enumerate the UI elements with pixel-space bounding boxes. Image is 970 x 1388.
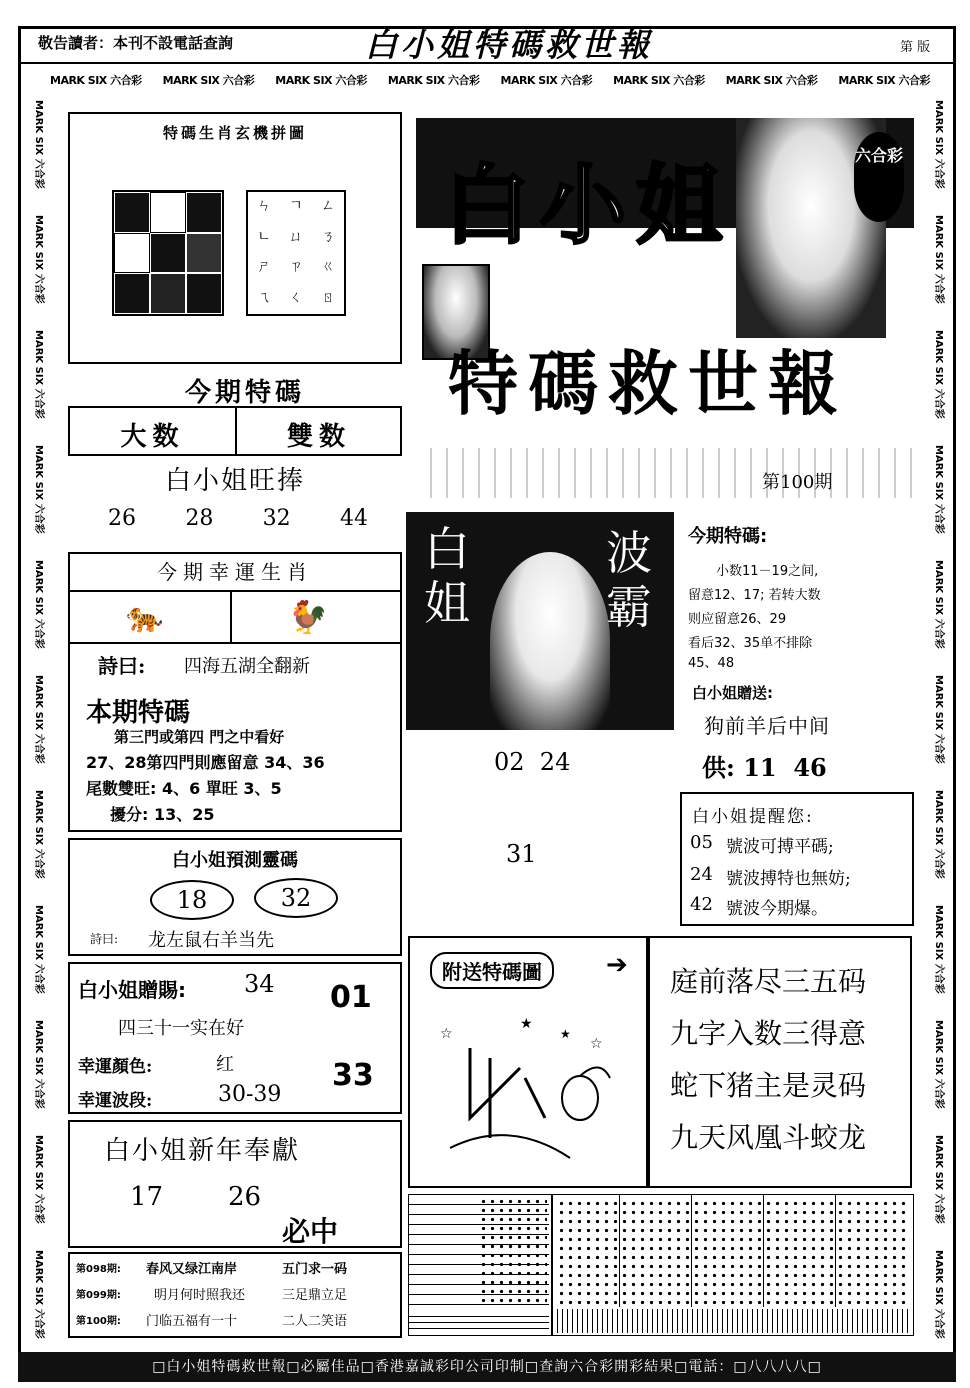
poem-text: 四海五湖全翻新 <box>184 656 310 677</box>
history-line: 春风又绿江南岸 <box>146 1262 238 1277</box>
rooster-icon: 🐓 <box>288 598 328 636</box>
remind-number: 24 <box>690 864 713 885</box>
header-divider <box>18 62 956 64</box>
wangbang-number: 28 <box>185 506 214 531</box>
puzzle-panel <box>68 112 402 364</box>
poem-line: 九天风凰斗蛟龙 <box>670 1121 867 1154</box>
history-issue: 第098期: <box>76 1264 121 1275</box>
photo-numbers-a: 02 24 <box>494 748 571 776</box>
watermark-text: MARK SIX 六合彩 <box>613 74 705 87</box>
poem-label: 詩曰: <box>98 654 146 678</box>
history-line: 五门求一码 <box>282 1262 348 1277</box>
masthead-subtitle: 特碼救世報 <box>448 342 848 425</box>
tiger-icon: 🐅 <box>126 600 164 635</box>
header-edition: 第 版 <box>900 40 931 55</box>
watermark-text: MARK SIX 六合彩 <box>725 74 818 87</box>
big-label: 大数 <box>120 422 185 452</box>
header-notice: 敬告讀者：本刊不設電話查詢 <box>38 34 234 52</box>
special-code-title: 今期特碼 <box>184 378 305 408</box>
watermark-text: MARK SIX 六合彩 <box>33 905 44 994</box>
newyear-number: 26 <box>228 1182 262 1212</box>
even-label: 雙数 <box>286 422 351 452</box>
tips-line: 看后32、35单不排除 <box>688 636 813 651</box>
tips-title: 今期特碼: <box>688 526 768 547</box>
gift-title: 白小姐贈送: <box>692 684 773 702</box>
watermark-text: MARK SIX 六合彩 <box>933 215 944 304</box>
wangbang-title: 白小姐旺捧 <box>164 466 305 496</box>
watermark-text: MARK SIX 六合彩 <box>33 560 44 649</box>
svg-text:★: ★ <box>560 1027 571 1041</box>
lucky-zodiac-panel <box>68 552 402 832</box>
watermark-text: MARK SIX 六合彩 <box>933 675 944 764</box>
history-issue: 第100期: <box>76 1316 121 1327</box>
lucky-zodiac-icons <box>70 592 400 644</box>
reminder-panel <box>680 792 914 926</box>
remind-text: 號波今期爆。 <box>726 899 828 919</box>
remind-number: 05 <box>690 832 713 853</box>
puzzle-tiles-image <box>112 190 224 316</box>
wangbang-number: 26 <box>108 506 136 531</box>
remind-number: 42 <box>690 894 713 915</box>
footer-banner: □白小姐特碼救世報□必屬佳品□香港嘉誠彩印公司印制□查詢六合彩開彩結果□電話：□八八八八□ <box>18 1352 956 1382</box>
watermark-text: MARK SIX 六合彩 <box>933 1250 944 1339</box>
newyear-panel <box>68 1120 402 1248</box>
attached-image-panel <box>408 936 648 1188</box>
masthead-texture <box>416 448 914 498</box>
watermark-text: MARK SIX 六合彩 <box>33 790 44 879</box>
watermark-text: MARK SIX 六合彩 <box>933 1020 944 1109</box>
gift-supply: 供: 11 46 <box>702 753 827 782</box>
current-special-line: 尾數雙旺: 4、6 單旺 3、5 <box>86 779 282 798</box>
watermark-text: MARK SIX 六合彩 <box>33 445 44 534</box>
lucky-color-label: 幸運顏色: <box>78 1057 153 1077</box>
poem-line: 九字入数三得意 <box>670 1017 867 1050</box>
newyear-title: 白小姐新年奉獻 <box>104 1136 301 1166</box>
history-line: 三足鼎立足 <box>282 1288 348 1303</box>
zodiac-sketch-image <box>430 1008 630 1178</box>
current-special-line: 第三門或第四 門之中看好 <box>114 728 285 746</box>
results-history-table <box>408 1194 552 1336</box>
watermark-strip-top <box>50 72 930 88</box>
tips-line: 则应留意26、29 <box>688 612 787 627</box>
history-panel <box>68 1252 402 1338</box>
svg-text:★: ★ <box>520 1016 533 1032</box>
liuhecai-badge: 六合彩 <box>854 132 904 222</box>
gift-line: 四三十一实在好 <box>118 1018 244 1039</box>
history-line: 门临五福有一十 <box>146 1314 238 1329</box>
watermark-text: MARK SIX 六合彩 <box>838 74 930 87</box>
watermark-text: MARK SIX 六合彩 <box>500 74 593 87</box>
history-line: 明月何时照我还 <box>154 1288 246 1303</box>
lucky-color-value: 红 <box>216 1054 234 1075</box>
puzzle-title: 特碼生肖玄機拼圖 <box>162 124 307 142</box>
watermark-text: MARK SIX 六合彩 <box>33 675 44 764</box>
watermark-text: MARK SIX 六合彩 <box>162 74 255 87</box>
gift-number: 34 <box>244 970 275 998</box>
lucky-wave-label: 幸運波段: <box>78 1091 153 1111</box>
watermark-text: MARK SIX 六合彩 <box>933 905 944 994</box>
poem-panel <box>648 936 912 1188</box>
big-even-divider <box>235 408 237 454</box>
forecast-panel <box>68 838 402 956</box>
photo-text-left: 白姐 <box>424 522 470 630</box>
watermark-text: MARK SIX 六合彩 <box>933 330 944 419</box>
watermark-text: MARK SIX 六合彩 <box>933 790 944 879</box>
lucky-zodiac-title: 今期幸運生肖 <box>70 554 400 592</box>
wangbang-number: 44 <box>339 506 368 531</box>
photo-numbers-b: 31 <box>506 840 537 868</box>
attached-title: 附送特碼圖 <box>430 952 554 989</box>
poem-line: 蛇下猪主是灵码 <box>670 1069 867 1102</box>
history-issue: 第099期: <box>76 1290 121 1301</box>
puzzle-strokes-image: ㄣ ㄱ ㄥ ㄴ ㄩ ㄋ ㄕ ㄗ ㄍ ㄟ ㄑ ㄖ <box>246 190 346 316</box>
watermark-text: MARK SIX 六合彩 <box>933 1135 944 1224</box>
watermark-text: MARK SIX 六合彩 <box>33 100 44 189</box>
header-title: 白小姐特碼救世報 <box>365 26 654 64</box>
tips-line: 留意12、17; 若转大数 <box>688 588 821 603</box>
newyear-number: 17 <box>130 1182 164 1212</box>
watermark-text: MARK SIX 六合彩 <box>33 215 44 304</box>
remind-title: 白小姐提醒您: <box>692 807 814 827</box>
lucky-wave-value: 30-39 <box>218 1082 282 1107</box>
wangbang-numbers <box>108 506 368 531</box>
watermark-text: MARK SIX 六合彩 <box>33 1020 44 1109</box>
watermark-text: MARK SIX 六合彩 <box>387 74 480 87</box>
gift-panel <box>68 962 402 1114</box>
featured-photo <box>406 512 674 730</box>
current-special-title: 本期特碼 <box>86 698 191 728</box>
forecast-poem-text: 龙左鼠右羊当先 <box>148 930 274 951</box>
watermark-text: MARK SIX 六合彩 <box>933 445 944 534</box>
watermark-text: MARK SIX 六合彩 <box>33 330 44 419</box>
history-line: 二人二笑语 <box>282 1314 348 1329</box>
watermark-text: MARK SIX 六合彩 <box>33 1250 44 1339</box>
tips-line: 45、48 <box>688 656 735 671</box>
wangbang-number: 32 <box>262 506 291 531</box>
svg-text:☆: ☆ <box>590 1036 603 1052</box>
current-special-line: 擾分: 13、25 <box>110 805 215 824</box>
forecast-poem-label: 詩曰: <box>90 932 119 946</box>
must-win-stamp: 必中 <box>282 1215 339 1248</box>
watermark-text: MARK SIX 六合彩 <box>933 560 944 649</box>
watermark-text: MARK SIX 六合彩 <box>33 1135 44 1224</box>
watermark-text: MARK SIX 六合彩 <box>933 100 944 189</box>
forecast-title: 白小姐預測靈碼 <box>172 850 298 871</box>
results-dot-chart <box>552 1194 914 1336</box>
gift-text: 狗前羊后中间 <box>704 714 830 738</box>
gift-big-number: 33 <box>332 1058 374 1093</box>
masthead-panel <box>416 118 914 498</box>
gift-big-number: 01 <box>330 980 372 1015</box>
forecast-number: 18 <box>150 880 234 920</box>
photo-text-right: 波霸 <box>606 526 652 634</box>
watermark-text: MARK SIX 六合彩 <box>275 74 367 87</box>
issue-number: 第100期 <box>762 472 833 493</box>
current-special-line: 27、28第四門則應留意 34、36 <box>86 753 325 772</box>
remind-text: 號波可搏平碼; <box>726 837 834 857</box>
gift-label: 白小姐贈賜: <box>78 978 186 1002</box>
big-even-panel <box>68 406 402 456</box>
remind-text: 號波搏特也無妨; <box>726 869 851 889</box>
masthead-big-title: 白小姐 <box>444 155 732 256</box>
poem-line: 庭前落尽三五码 <box>670 965 867 998</box>
tips-line: 小数11－19之间, <box>716 564 819 579</box>
forecast-number: 32 <box>254 878 338 918</box>
arrow-right-icon: ➔ <box>606 950 628 980</box>
tips-panel <box>680 512 912 792</box>
svg-text:☆: ☆ <box>440 1026 453 1042</box>
watermark-text: MARK SIX 六合彩 <box>50 74 142 87</box>
